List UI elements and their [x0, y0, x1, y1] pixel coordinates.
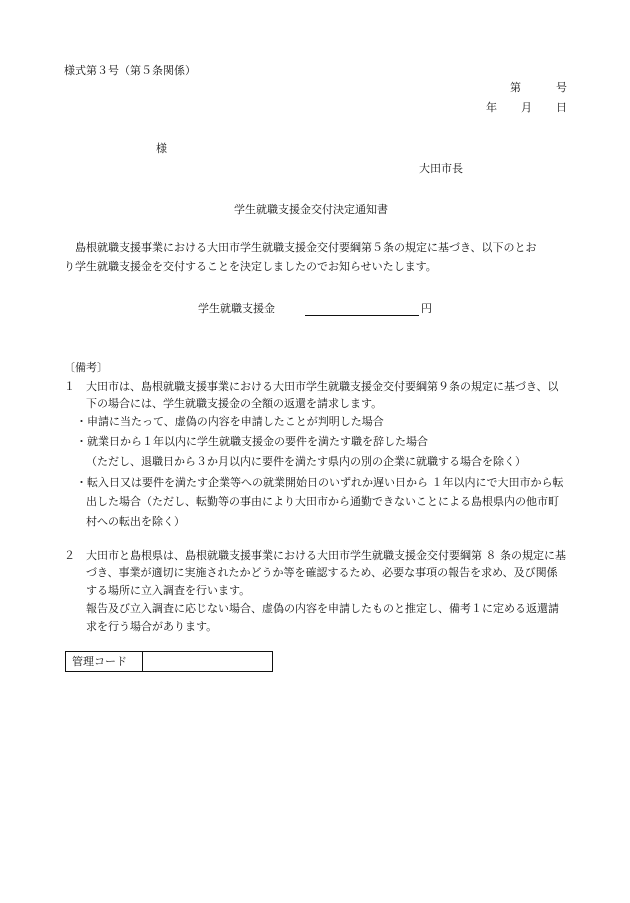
remark-1-number: １ [64, 380, 75, 393]
remark-1-bullet-1: ・申請に当たって、虚偽の内容を申請したことが判明した場合 [76, 415, 384, 428]
remark-1-line-1: 大田市は、島根就職支援事業における大田市学生就職支援金交付要綱第９条の規定に基づき、以 [86, 380, 559, 393]
remark-1-bullet-2: ・就業日から１年以内に学生就職支援金の要件を満たす職を辞した場合 [76, 435, 428, 448]
amount-unit: 円 [421, 302, 432, 315]
remark-1-bullet-3-line-1: ・転入日又は要件を満たす企業等への就業開始日のいずれか遅い日から １年以内にで大田市から転 [76, 476, 564, 489]
doc-number-dai: 第 [510, 81, 521, 94]
remark-2-number: ２ [64, 549, 75, 562]
remark-1-bullet-3-line-3: 村への転出を除く） [86, 515, 185, 528]
document-title: 学生就職支援金交付決定通知書 [234, 203, 388, 216]
remark-2-line-5: 求を行う場合があります。 [86, 620, 218, 633]
doc-number-go: 号 [556, 81, 567, 94]
form-number: 様式第３号（第５条関係） [64, 64, 196, 77]
amount-label: 学生就職支援金 [198, 302, 275, 315]
date-month: 月 [521, 101, 532, 114]
remark-2-line-2: づき、事業が適切に実施されたかどうか等を確認するため、必要な事項の報告を求め、及び関係 [86, 566, 558, 579]
remarks-heading: 〔備考〕 [64, 361, 108, 374]
remark-2-line-4: 報告及び立入調査に応じない場合、虚偽の内容を申請したものと推定し、備考１に定める返還請 [86, 602, 559, 615]
recipient-suffix: 様 [156, 142, 167, 155]
body-line-1: 島根就職支援事業における大田市学生就職支援金交付要綱第５条の規定に基づき、以下のとお [75, 241, 537, 254]
date-day: 日 [556, 101, 567, 114]
remark-2-line-1: 大田市と島根県は、島根就職支援事業における大田市学生就職支援金交付要綱第 ８ 条の規定に基 [86, 549, 566, 562]
amount-blank-line [305, 315, 419, 316]
remark-1-line-2: 下の場合には、学生就職支援金の全額の返還を請求します。 [86, 397, 383, 410]
body-line-2: り学生就職支援金を交付することを決定しましたのでお知らせいたします。 [64, 260, 437, 273]
sender-name: 大田市長 [419, 162, 463, 175]
remark-1-bullet-2-note: （ただし、退職日から３か月以内に要件を満たす県内の別の企業に就職する場合を除く） [86, 455, 526, 468]
management-code-field[interactable] [143, 652, 273, 672]
management-code-label: 管理コード [66, 652, 143, 672]
date-year: 年 [486, 101, 497, 114]
remark-1-bullet-3-line-2: 出した場合（ただし、転勤等の事由により大田市から通勤できないことによる島根県内の他市町 [86, 495, 559, 508]
management-code-table [65, 651, 273, 672]
remark-2-line-3: する場所に立入調査を行います。 [86, 584, 251, 597]
